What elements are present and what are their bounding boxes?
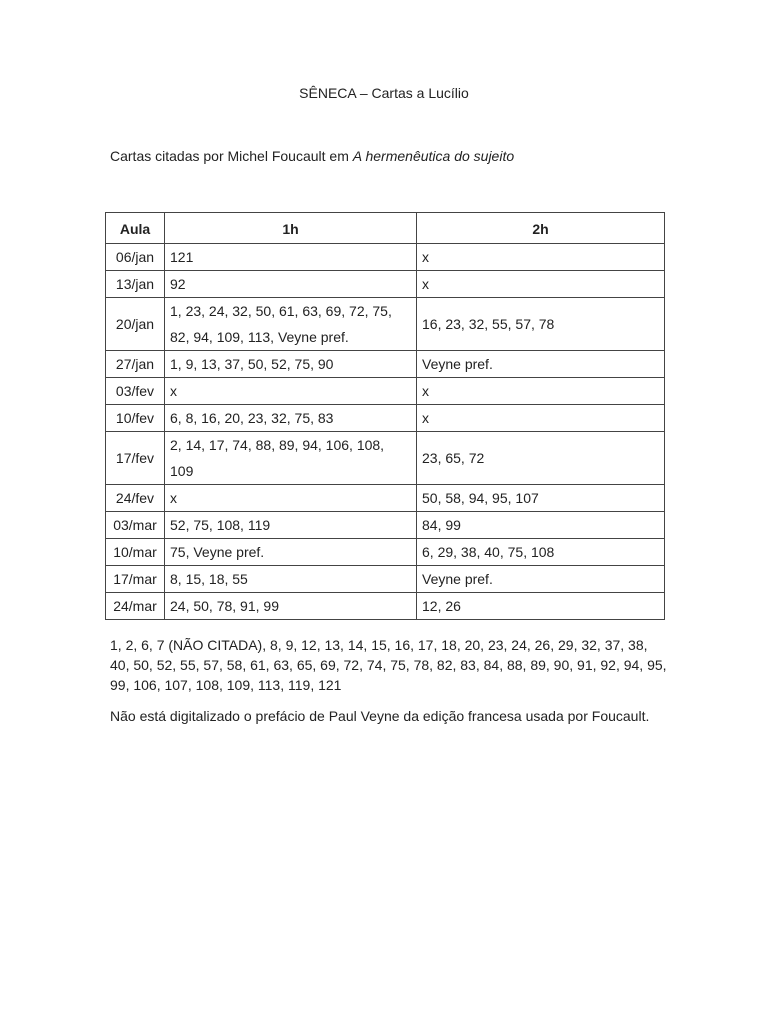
cell-2h: 50, 58, 94, 95, 107 bbox=[417, 485, 665, 512]
cell-date: 03/fev bbox=[106, 378, 165, 405]
cell-1h: 2, 14, 17, 74, 88, 89, 94, 106, 108, 109 bbox=[165, 432, 417, 485]
cell-1h: 92 bbox=[165, 271, 417, 298]
cell-2h: 6, 29, 38, 40, 75, 108 bbox=[417, 539, 665, 566]
all-letters-list: 1, 2, 6, 7 (NÃO CITADA), 8, 9, 12, 13, 14, 15, 16, 17, 18, 20, 23, 24, 26, 29, 32, 37, 38, 40, 50, 52, 55, 57, 58, 61, 63, 65, 69, 72, 74, 75, 78, 82, 83, 84, 88, 89, 90, 91, 92, 94, 95, 99, 106, 107, 108, 109, 113, 119, 121 bbox=[110, 637, 667, 693]
cell-date: 27/jan bbox=[106, 351, 165, 378]
cell-date: 03/mar bbox=[106, 512, 165, 539]
cell-2h: x bbox=[417, 405, 665, 432]
cell-1h: x bbox=[165, 378, 417, 405]
table-row bbox=[106, 566, 665, 593]
cell-1h: 121 bbox=[165, 244, 417, 271]
cell-1h: 8, 15, 18, 55 bbox=[165, 566, 417, 593]
cell-2h: 16, 23, 32, 55, 57, 78 bbox=[417, 298, 665, 351]
table-row bbox=[106, 512, 665, 539]
cell-date: 10/fev bbox=[106, 405, 165, 432]
cell-1h: 24, 50, 78, 91, 99 bbox=[165, 593, 417, 620]
cell-2h: 23, 65, 72 bbox=[417, 432, 665, 485]
cell-date: 17/mar bbox=[106, 566, 165, 593]
header-aula: Aula bbox=[106, 213, 165, 244]
table-header-row bbox=[106, 213, 665, 244]
table-row bbox=[106, 593, 665, 620]
document-title: SÊNECA – Cartas a Lucílio bbox=[299, 85, 469, 101]
cell-1h: 6, 8, 16, 20, 23, 32, 75, 83 bbox=[165, 405, 417, 432]
subtitle-work-title: A hermenêutica do sujeito bbox=[352, 148, 515, 164]
cell-date: 13/jan bbox=[106, 271, 165, 298]
table-row bbox=[106, 298, 665, 351]
cell-2h: x bbox=[417, 378, 665, 405]
header-1h: 1h bbox=[165, 213, 417, 244]
letters-schedule-table bbox=[105, 212, 665, 620]
subtitle-prefix: Cartas citadas por Michel Foucault em bbox=[110, 148, 353, 164]
cell-date: 24/mar bbox=[106, 593, 165, 620]
cell-2h: 84, 99 bbox=[417, 512, 665, 539]
cell-2h: x bbox=[417, 271, 665, 298]
cell-date: 10/mar bbox=[106, 539, 165, 566]
cell-2h: 12, 26 bbox=[417, 593, 665, 620]
table-row bbox=[106, 244, 665, 271]
table-row bbox=[106, 485, 665, 512]
table-row bbox=[106, 539, 665, 566]
table-row bbox=[106, 432, 665, 485]
table-row bbox=[106, 378, 665, 405]
cell-2h: Veyne pref. bbox=[417, 351, 665, 378]
cell-1h: 1, 9, 13, 37, 50, 52, 75, 90 bbox=[165, 351, 417, 378]
cell-1h: 75, Veyne pref. bbox=[165, 539, 417, 566]
table-row bbox=[106, 405, 665, 432]
table-row bbox=[106, 351, 665, 378]
cell-date: 20/jan bbox=[106, 298, 165, 351]
cell-1h: x bbox=[165, 485, 417, 512]
cell-date: 06/jan bbox=[106, 244, 165, 271]
preface-note: Não está digitalizado o prefácio de Paul Veyne da edição francesa usada por Foucault. bbox=[110, 708, 650, 724]
cell-date: 17/fev bbox=[106, 432, 165, 485]
cell-1h: 52, 75, 108, 119 bbox=[165, 512, 417, 539]
cell-date: 24/fev bbox=[106, 485, 165, 512]
document-subtitle bbox=[110, 148, 514, 164]
header-2h: 2h bbox=[417, 213, 665, 244]
cell-2h: x bbox=[417, 244, 665, 271]
table-row bbox=[106, 271, 665, 298]
cell-2h: Veyne pref. bbox=[417, 566, 665, 593]
cell-1h: 1, 23, 24, 32, 50, 61, 63, 69, 72, 75, 82, 94, 109, 113, Veyne pref. bbox=[165, 298, 417, 351]
